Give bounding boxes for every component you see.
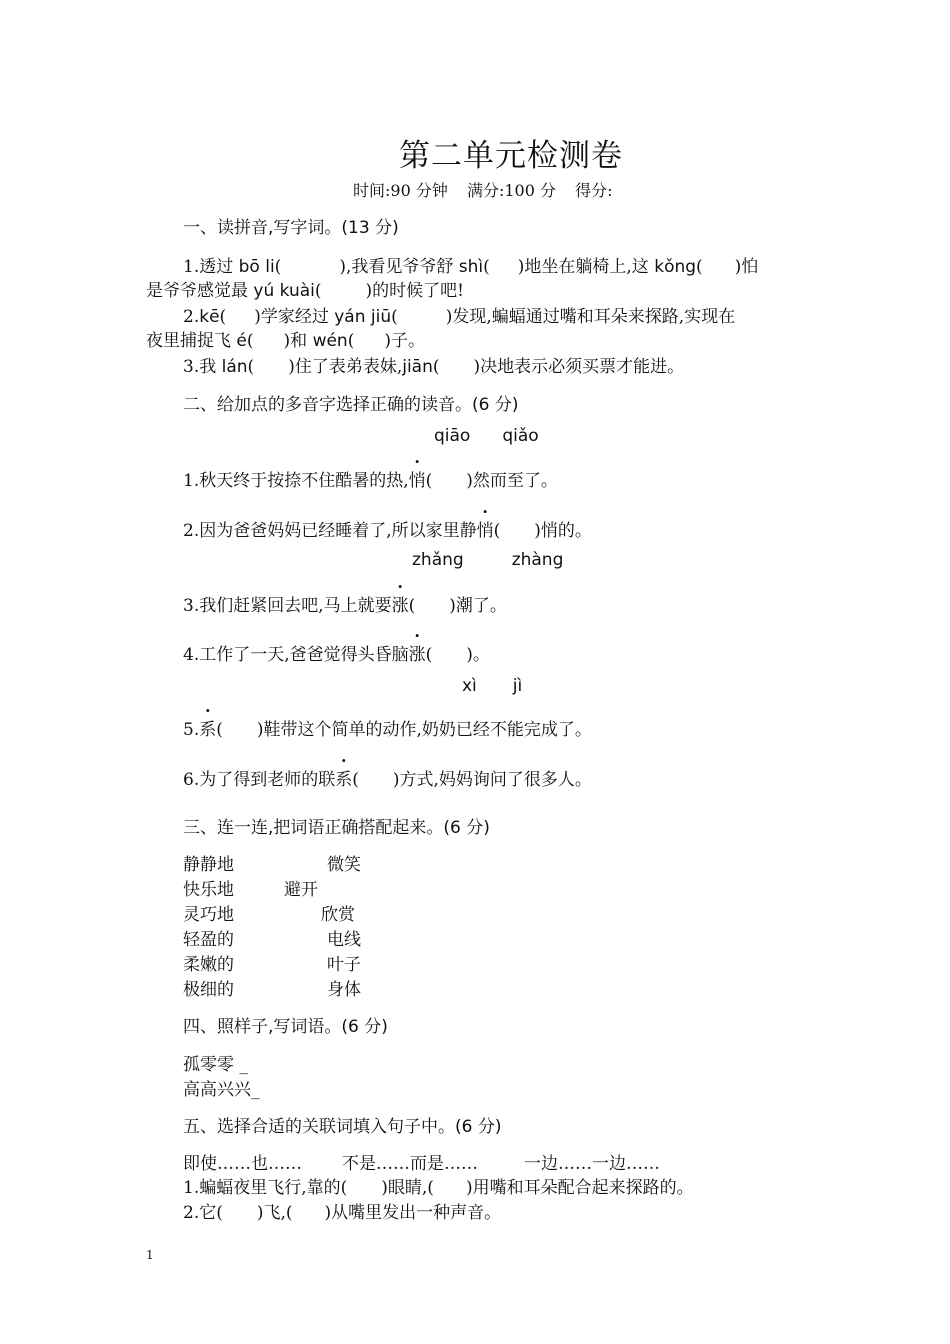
match-right-word[interactable]: 电线 <box>327 930 361 950</box>
pinyin-option: zhàng <box>511 550 564 570</box>
pinyin: bō li <box>238 257 275 277</box>
full-score: 满分:100 分 <box>466 181 556 200</box>
match-right-word[interactable]: 微笑 <box>327 855 361 875</box>
paren-open: ( <box>425 645 433 665</box>
text: 1.透过 <box>183 257 239 277</box>
text: 子。 <box>390 331 425 351</box>
pinyin-option: xì <box>462 676 477 696</box>
dotted-character: 涨 <box>408 645 426 665</box>
paren-close: ) <box>283 331 291 351</box>
paren-open: ( <box>483 257 490 277</box>
text: )悄的。 <box>534 521 592 541</box>
text: 地坐在躺椅上,这 <box>524 257 655 277</box>
match-left-word[interactable]: 快乐地 <box>183 880 234 900</box>
dotted-character: 悄 <box>408 471 426 491</box>
section-3-heading: 三、连一连,把词语正确搭配起来。(6 分) <box>183 818 490 838</box>
text: 学家经过 <box>260 307 335 327</box>
text: )用嘴和耳朵配合起来探路的。 <box>465 1178 694 1198</box>
section-4-heading: 四、照样子,写词语。(6 分) <box>183 1017 388 1037</box>
paren-open: ( <box>352 770 359 790</box>
dotted-character: 系 <box>335 770 353 790</box>
match-right-word[interactable]: 身体 <box>327 980 361 1000</box>
pinyin: jiān <box>402 357 433 377</box>
pinyin-option: zhǎng <box>412 550 464 570</box>
time-limit: 时间:90 分钟 <box>353 181 448 200</box>
paren-close: ) <box>339 257 346 277</box>
page-title: 第二单元检测卷 <box>399 138 623 174</box>
pinyin: yán jiū <box>334 307 392 327</box>
paren-open: ( <box>391 307 398 327</box>
paren-open: ( <box>425 471 433 491</box>
paren-close: ) <box>517 257 525 277</box>
conjunction-option: 即使……也…… <box>183 1154 302 1174</box>
text: 2.它( <box>183 1203 223 1223</box>
paren-open: ( <box>493 521 501 541</box>
text: ,我看见爷爷舒 <box>345 257 459 277</box>
s1-q2-line2 <box>146 326 425 351</box>
match-left-word[interactable]: 灵巧地 <box>183 905 234 925</box>
text: 6.为了得到老师的联 <box>183 770 336 790</box>
text: 夜里捕捉飞 <box>146 331 237 351</box>
s1-q1-line1 <box>183 252 758 277</box>
pinyin-option: jì <box>512 676 523 696</box>
example-word[interactable]: 孤零零 _ <box>183 1055 248 1075</box>
text: 住了表弟表妹, <box>294 357 403 377</box>
match-left-word[interactable]: 柔嫩的 <box>183 955 234 975</box>
paren-close: ) <box>365 281 373 301</box>
paren-open: ( <box>274 257 282 277</box>
conjunction-options <box>183 1149 660 1174</box>
paren-open: ( <box>246 331 254 351</box>
text: 决地表示必须买票才能进。 <box>480 357 685 377</box>
pinyin-options-1 <box>434 426 539 446</box>
text: 5. <box>183 720 200 740</box>
paren-close: ) <box>473 357 481 377</box>
paren-close: ) <box>288 357 295 377</box>
s2-q6 <box>183 765 592 790</box>
paren-close: ) <box>254 307 261 327</box>
text: )方式,妈妈询问了很多人。 <box>392 770 592 790</box>
pinyin: kē <box>199 307 220 327</box>
pinyin-options-2 <box>412 550 563 570</box>
pinyin-option: qiāo <box>434 426 471 446</box>
pinyin: kǒng <box>654 257 697 277</box>
text: 和 <box>290 331 313 351</box>
pinyin: shì <box>458 257 484 277</box>
conjunction-option: 不是……而是…… <box>342 1154 478 1174</box>
paren-open: ( <box>216 720 223 740</box>
text: 1.秋天终于按捺不住酷暑的热, <box>183 471 409 491</box>
s5-q1 <box>183 1173 694 1198</box>
s1-q1-line2 <box>146 276 464 301</box>
paren-open: ( <box>347 331 355 351</box>
pinyin: é <box>236 331 247 351</box>
match-right-word[interactable]: 欣赏 <box>321 905 355 925</box>
paren-close: ) <box>445 307 453 327</box>
text: 是爷爷感觉最 <box>146 281 254 301</box>
pinyin: wén <box>312 331 348 351</box>
text: 怕 <box>741 257 759 277</box>
match-left-word[interactable]: 静静地 <box>183 855 234 875</box>
text: )从嘴里发出一种声音。 <box>324 1203 502 1223</box>
text: )鞋带这个简单的动作,奶奶已经不能完成了。 <box>256 720 592 740</box>
section-2-heading: 二、给加点的多音字选择正确的读音。(6 分) <box>183 395 519 415</box>
text: 3.我们赶紧回去吧,马上就要 <box>183 596 392 616</box>
text: )。 <box>466 645 490 665</box>
text: 3.我 <box>183 357 222 377</box>
s1-q2-line1 <box>183 302 735 327</box>
page-number: 1 <box>146 1248 154 1262</box>
section-1-heading: 一、读拼音,写字词。(13 分) <box>183 218 399 238</box>
dotted-character: 悄 <box>476 521 494 541</box>
pinyin: yú kuài <box>253 281 315 301</box>
text: 4.工作了一天,爸爸觉得头昏脑 <box>183 645 409 665</box>
s1-q3 <box>183 352 684 377</box>
paren-close: ) <box>734 257 742 277</box>
text: 2. <box>183 307 200 327</box>
match-right-word[interactable]: 叶子 <box>327 955 361 975</box>
score-field: 得分: <box>575 181 613 200</box>
conjunction-option: 一边……一边…… <box>524 1154 660 1174</box>
section-5-heading: 五、选择合适的关联词填入句子中。(6 分) <box>183 1117 502 1137</box>
match-right-word[interactable]: 避开 <box>284 880 318 900</box>
match-left-word[interactable]: 极细的 <box>183 980 234 1000</box>
example-word[interactable]: 高高兴兴_ <box>183 1080 260 1100</box>
paren-close: ) <box>384 331 391 351</box>
paren-open: ( <box>696 257 703 277</box>
s2-q1 <box>183 466 558 491</box>
exam-meta <box>353 178 626 201</box>
text: 的时候了吧! <box>372 281 465 301</box>
text: 2.因为爸爸妈妈已经睡着了,所以家里静 <box>183 521 477 541</box>
s2-q3 <box>183 591 507 616</box>
paren-open: ( <box>219 307 227 327</box>
s2-q4 <box>183 640 490 665</box>
text: )眼睛,( <box>381 1178 434 1198</box>
text: 发现,蝙蝠通过嘴和耳朵来探路,实现在 <box>452 307 736 327</box>
paren-open: ( <box>432 357 440 377</box>
paren-open: ( <box>314 281 322 301</box>
text: 1.蝙蝠夜里飞行,靠的( <box>183 1178 348 1198</box>
match-left-word[interactable]: 轻盈的 <box>183 930 234 950</box>
pinyin: lán <box>221 357 248 377</box>
s2-q2 <box>183 516 592 541</box>
s2-q5 <box>183 715 592 740</box>
text: )潮了。 <box>449 596 507 616</box>
pinyin-options-3 <box>462 676 522 696</box>
text: )然而至了。 <box>466 471 558 491</box>
text: )飞,( <box>256 1203 293 1223</box>
paren-open: ( <box>247 357 255 377</box>
paren-open: ( <box>408 596 416 616</box>
s5-q2 <box>183 1198 501 1223</box>
dotted-character: 涨 <box>391 596 409 616</box>
dotted-character: 系 <box>199 720 217 740</box>
pinyin-option: qiǎo <box>502 426 539 446</box>
